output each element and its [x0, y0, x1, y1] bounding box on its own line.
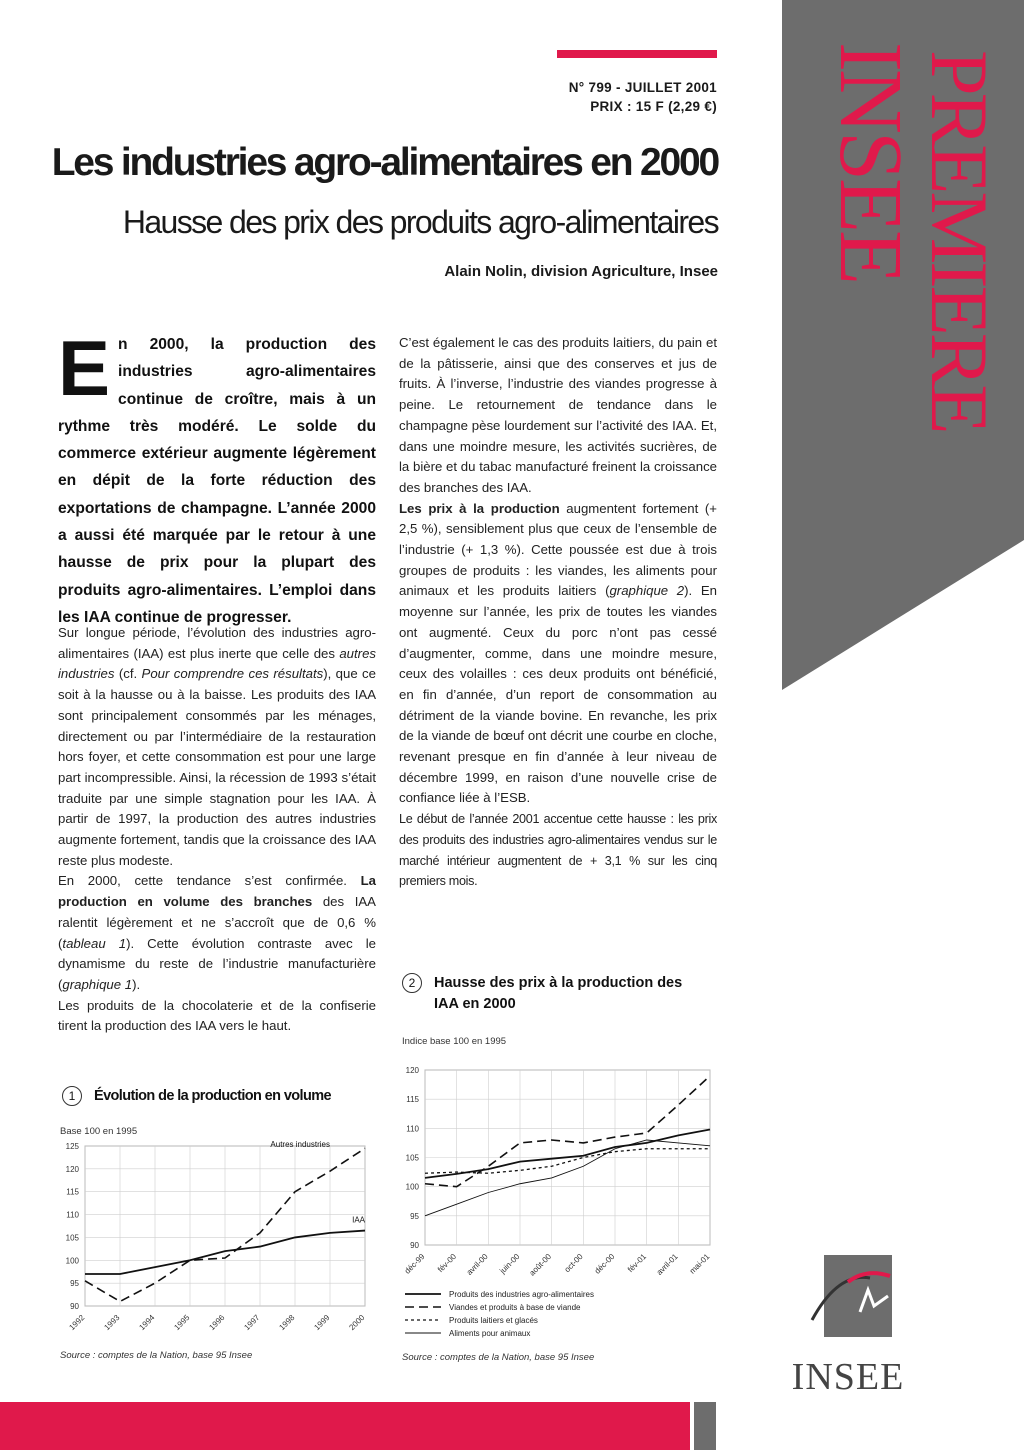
y-tick-label: 115: [406, 1095, 419, 1105]
chart2-number: 2: [402, 973, 422, 993]
y-tick-label: 90: [70, 1302, 79, 1311]
page-title: Les industries agro-alimentaires en 2000: [51, 141, 718, 184]
masthead-insee: INSEE: [821, 42, 920, 282]
x-tick-label: juin-00: [498, 1252, 522, 1276]
y-tick-label: 90: [410, 1241, 419, 1250]
chart1-source: Source : comptes de la Nation, base 95 Insee: [60, 1350, 253, 1361]
chart2-axis-note: Indice base 100 en 1995: [402, 1036, 507, 1047]
x-tick-label: 1996: [207, 1313, 227, 1332]
lead-paragraph: [58, 324, 376, 631]
chart2-title: 2 Hausse des prix à la production des IAA en 2000: [402, 973, 684, 1015]
insee-logo-icon: [808, 1250, 918, 1350]
paragraph: C’est également le cas des produits laitiers, du pain et de la pâtisserie, ainsi que des conserves et jus de fruits. À l’inverse, l’industrie des viandes progresse à peine. Le retournement de tendance dans le champagne pèse lourdement sur l’activité des IAA. Et, dans une moindre mesure, les activités sucrières, de la bière et du tabac manufacturé freinent la croissance des branches des IAA.: [399, 335, 717, 495]
x-tick-label: déc-99: [402, 1252, 427, 1276]
author-line: Alain Nolin, division Agriculture, Insee: [444, 263, 718, 280]
y-tick-label: 95: [70, 1279, 79, 1289]
chart1-plot: [55, 1138, 380, 1350]
series-label: IAA: [352, 1215, 365, 1225]
issue-number: N° 799 - JUILLET 2001: [568, 80, 717, 95]
paragraph: Sur longue période, l’évolution des industries agro-alimentaires (IAA) est plus inerte que celle des autres industries (cf. Pour comprendre ces résultats), que ce soit à la hausse ou à la baisse. Les produits des IAA sont principalement consommés par les ménages, directement ou par l’intermédiaire de la restauration hors foyer, et cette consommation est pour une large part incompressible. Ainsi, la récession de 1993 s’était traduite par une simple stagnation pour les IAA. À partir de 1997, la production des autres industries augmente fortement, tandis que la croissance des IAA reste plus modeste.: [58, 625, 376, 868]
drop-cap: E: [58, 324, 111, 412]
footer-band: [0, 1402, 690, 1450]
x-tick-label: avril-01: [654, 1252, 680, 1277]
x-tick-label: fév-01: [625, 1252, 649, 1275]
series-line: [425, 1076, 710, 1187]
header-rule: [557, 50, 717, 58]
x-tick-label: 1999: [312, 1313, 332, 1332]
x-tick-label: mai-01: [687, 1252, 712, 1276]
chart1-axis-note: Base 100 en 1995: [60, 1126, 138, 1137]
chart2-source: Source : comptes de la Nation, base 95 Insee: [402, 1352, 595, 1363]
chart1-number: 1: [62, 1086, 82, 1106]
series-label: Autres industries: [270, 1140, 330, 1150]
paragraph: En 2000, cette tendance s’est confirmée. La production en volume des branches des IAA ralentit légèrement et ne s’accroît que de 0,6 % (tableau 1). Cette évolution contraste avec le dynamisme du reste de l’industrie manufacturière (graphique 1).: [58, 873, 376, 992]
y-tick-label: 105: [65, 1233, 79, 1243]
legend-label: Aliments pour animaux: [449, 1329, 531, 1338]
series-line: [425, 1140, 710, 1216]
issue-price: PRIX : 15 F (2,29 €): [590, 99, 717, 114]
x-tick-label: 1997: [242, 1313, 262, 1332]
y-tick-label: 105: [405, 1153, 419, 1163]
x-tick-label: 1994: [137, 1313, 157, 1332]
y-tick-label: 110: [66, 1210, 79, 1220]
x-tick-label: 1992: [67, 1313, 87, 1332]
x-tick-label: avril-00: [464, 1252, 490, 1277]
y-tick-label: 100: [405, 1182, 419, 1192]
body-column-right: [399, 333, 717, 892]
x-tick-label: 1993: [102, 1313, 122, 1332]
series-line: [425, 1130, 710, 1178]
y-tick-label: 120: [65, 1164, 79, 1174]
y-tick-label: 95: [410, 1211, 419, 1221]
x-tick-label: août-00: [527, 1252, 554, 1278]
y-tick-label: 125: [65, 1142, 79, 1151]
x-tick-label: 1998: [277, 1313, 297, 1332]
legend-label: Produits laitiers et glacés: [449, 1316, 538, 1325]
page-subtitle: Hausse des prix des produits agro-alimentaires: [122, 204, 718, 240]
y-tick-label: 115: [66, 1187, 79, 1197]
insee-logo-text: INSEE: [791, 1356, 905, 1398]
masthead-premiere: PREMIERE: [914, 50, 1005, 432]
x-tick-label: 2000: [347, 1313, 367, 1332]
footer-marker: [694, 1402, 716, 1450]
lead-text: n 2000, la production des industries agro-alimentaires continue de croître, mais à un rythme très modéré. Le solde du commerce extérieur augmente légèrement en dépit de la forte réduction des exportations de champagne. L’année 2000 a aussi été marquée par le retour à une hausse de prix pour la plupart des produits agro-alimentaires. L’emploi dans les IAA continue de progresser.: [58, 336, 376, 626]
legend-label: Produits des industries agro-alimentaires: [449, 1290, 594, 1299]
paragraph: Les prix à la production augmentent fortement (+ 2,5 %), sensiblement plus que ceux de l’ensemble de l’industrie (+ 1,3 %). Cette poussée est due à trois groupes de produits : les viandes, les aliments pour animaux et les produits laitiers (graphique 2). En moyenne sur l’année, les prix de toutes les viandes ont augmenté. Ceux du porc n’ont pas cessé d’augmenter, comme, dans une moindre mesure, ceux des volailles : ces deux produits ont bénéficié, en fin d’année, d’un report de consommation au détriment de la viande bovine. En revanche, les prix de la viande de bœuf ont décrit une courbe en cloche, revenant presque en fin d’année à leur niveau de décembre 1999, en raison d’une nouvelle crise de confiance liée à l’ESB.: [399, 500, 717, 806]
x-tick-label: 1995: [172, 1313, 192, 1332]
y-tick-label: 120: [405, 1066, 419, 1075]
body-column-left: [58, 623, 376, 1037]
legend-label: Viandes et produits à base de viande: [449, 1303, 581, 1312]
x-tick-label: déc-00: [592, 1252, 617, 1276]
paragraph: Les produits de la chocolaterie et de la confiserie tirent la production des IAA vers le haut.: [58, 997, 376, 1034]
paragraph: Le début de l’année 2001 accentue cette hausse : les prix des produits des industries agro-alimentaires vendus sur le marché intérieur augmentent de + 3,1 % sur les cinq premiers mois.: [399, 812, 717, 889]
y-tick-label: 100: [65, 1256, 79, 1266]
chart1-title: 1 Évolution de la production en volume: [62, 1086, 331, 1107]
x-tick-label: fév-00: [435, 1252, 459, 1275]
chart2-plot: [395, 1062, 725, 1347]
series-line: [425, 1149, 710, 1174]
x-tick-label: oct-00: [562, 1252, 585, 1275]
y-tick-label: 110: [406, 1124, 419, 1134]
